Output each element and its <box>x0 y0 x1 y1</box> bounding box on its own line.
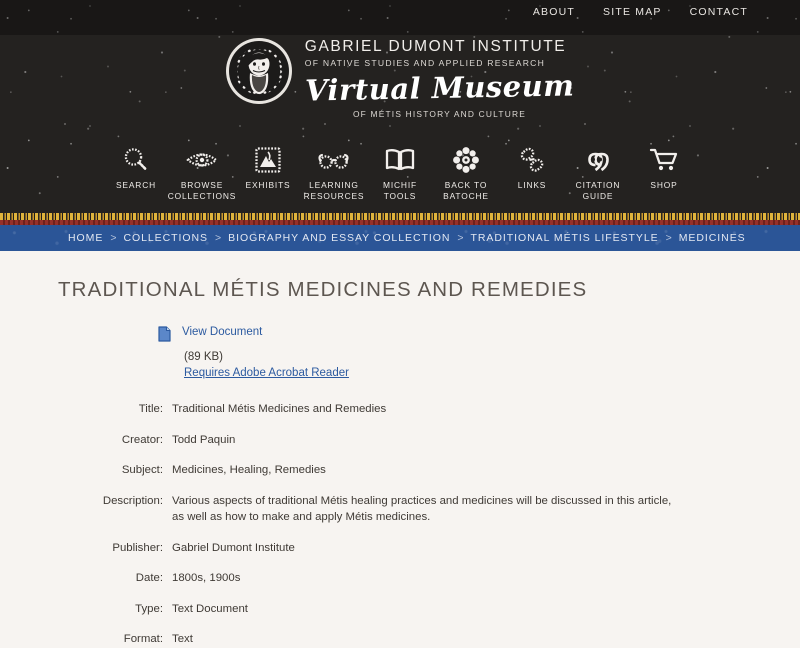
institute-name-line1: GABRIEL DUMONT INSTITUTE <box>304 38 567 55</box>
metadata-label: Subject: <box>121 464 163 477</box>
nav-label-browse-collections: BROWSE COLLECTIONS <box>167 180 237 202</box>
portrait-medallion-icon <box>226 38 292 104</box>
top-nav-item-sitemap[interactable]: SITE MAP <box>603 6 662 18</box>
nav-item-michif-tools[interactable] <box>367 141 433 202</box>
pdf-document-icon <box>158 326 171 347</box>
nav-label-exhibits: EXHIBITS <box>245 180 291 190</box>
metadata-row-subject <box>58 462 742 479</box>
main-icon-nav <box>0 141 800 202</box>
breadcrumb-item-home[interactable]: HOME <box>68 232 104 244</box>
metadata-value: Traditional Métis Medicines and Remedies <box>172 403 387 415</box>
metadata-value: Text Document <box>172 602 248 615</box>
breadcrumb-item-collections[interactable]: COLLECTIONS <box>123 232 209 244</box>
metadata-row-title <box>58 401 742 418</box>
beadwork-flower-icon <box>444 141 488 179</box>
metadata-value: Gabriel Dumont Institute <box>172 541 295 554</box>
top-utility-nav <box>533 6 748 18</box>
breadcrumb-item-biography-and-essay-collection[interactable]: BIOGRAPHY AND ESSAY COLLECTION <box>228 232 451 244</box>
document-section <box>58 325 742 381</box>
metadata-row-type <box>58 601 742 618</box>
nav-label-links: LINKS <box>517 180 547 190</box>
shopping-cart-icon <box>642 141 686 179</box>
metadata-value: Medicines, Healing, Remedies <box>172 464 326 477</box>
top-nav-item-contact[interactable]: CONTACT <box>689 6 748 18</box>
breadcrumb <box>0 225 800 251</box>
metadata-value: Various aspects of traditional Métis healing practices and medicines will be discussed in this article, as well as how to make and apply Métis medicines. <box>172 494 672 524</box>
chain-links-icon <box>510 141 554 179</box>
search-icon <box>114 141 158 179</box>
metadata-table <box>58 401 742 648</box>
page-title: TRADITIONAL MÉTIS MEDICINES AND REMEDIES <box>58 278 588 301</box>
nav-item-search[interactable] <box>103 141 169 191</box>
nav-label-shop: SHOP <box>650 180 678 190</box>
nav-label-michif-tools: MICHIF TOOLS <box>383 180 417 202</box>
metadata-value: Text <box>172 633 193 646</box>
breadcrumb-separator: > <box>215 232 222 244</box>
metadata-label: Description: <box>102 494 163 507</box>
exhibit-frame-icon <box>246 141 290 179</box>
museum-title: Virtual Museum <box>304 68 575 108</box>
nav-label-citation-guide: CITATION GUIDE <box>575 180 621 202</box>
nav-item-shop[interactable] <box>631 141 697 191</box>
institute-name-line2: OF NATIVE STUDIES AND APPLIED RESEARCH <box>304 58 546 69</box>
metadata-row-description <box>58 493 742 526</box>
metadata-label: Title: <box>138 403 163 415</box>
breadcrumb-separator: > <box>665 232 672 244</box>
site-header <box>0 0 800 213</box>
metadata-label: Publisher: <box>112 541 163 554</box>
nav-item-links[interactable] <box>499 141 565 191</box>
nav-item-citation-guide[interactable] <box>565 141 631 202</box>
nav-label-search: SEARCH <box>115 180 156 190</box>
nav-label-learning-resources: LEARNING RESOURCES <box>303 180 365 202</box>
metadata-label: Creator: <box>121 433 163 446</box>
portrait-face-icon <box>239 49 279 95</box>
breadcrumb-separator: > <box>457 232 464 244</box>
nav-item-browse-collections[interactable] <box>169 141 235 202</box>
quotation-marks-icon <box>576 141 620 179</box>
nav-item-back-to-batoche[interactable] <box>433 141 499 202</box>
metadata-value: 1800s, 1900s <box>172 572 241 585</box>
main-content <box>0 278 800 648</box>
metadata-value: Todd Paquin <box>172 433 236 446</box>
open-book-icon <box>378 141 422 179</box>
site-logo[interactable] <box>0 36 800 119</box>
metadata-label: Type: <box>135 602 163 615</box>
metadata-row-publisher <box>58 540 742 557</box>
nav-item-learning-resources[interactable] <box>301 141 367 202</box>
metadata-row-format <box>58 631 742 648</box>
metadata-row-creator <box>58 432 742 449</box>
metadata-label: Format: <box>123 633 163 646</box>
sash-gold-stripe <box>0 213 800 220</box>
view-document-link[interactable]: View Document <box>182 326 263 338</box>
top-nav-item-about[interactable]: ABOUT <box>532 6 576 18</box>
nav-item-exhibits[interactable] <box>235 141 301 191</box>
metadata-label: Date: <box>135 572 163 585</box>
eye-icon <box>180 141 224 179</box>
breadcrumb-item-traditional-metis-lifestyle[interactable]: TRADITIONAL MÉTIS LIFESTYLE <box>470 232 659 244</box>
metadata-row-date <box>58 570 742 587</box>
nav-label-back-to-batoche: BACK TO BATOCHE <box>443 180 489 202</box>
glasses-icon <box>312 141 356 179</box>
acrobat-requirement-link[interactable]: Requires Adobe Acrobat Reader <box>184 367 349 379</box>
museum-subtitle: OF MÉTIS HISTORY AND CULTURE <box>352 108 527 119</box>
breadcrumb-item-medicines: MEDICINES <box>678 232 746 244</box>
document-file-size: (89 KB) <box>184 351 223 363</box>
breadcrumb-separator: > <box>110 232 117 244</box>
